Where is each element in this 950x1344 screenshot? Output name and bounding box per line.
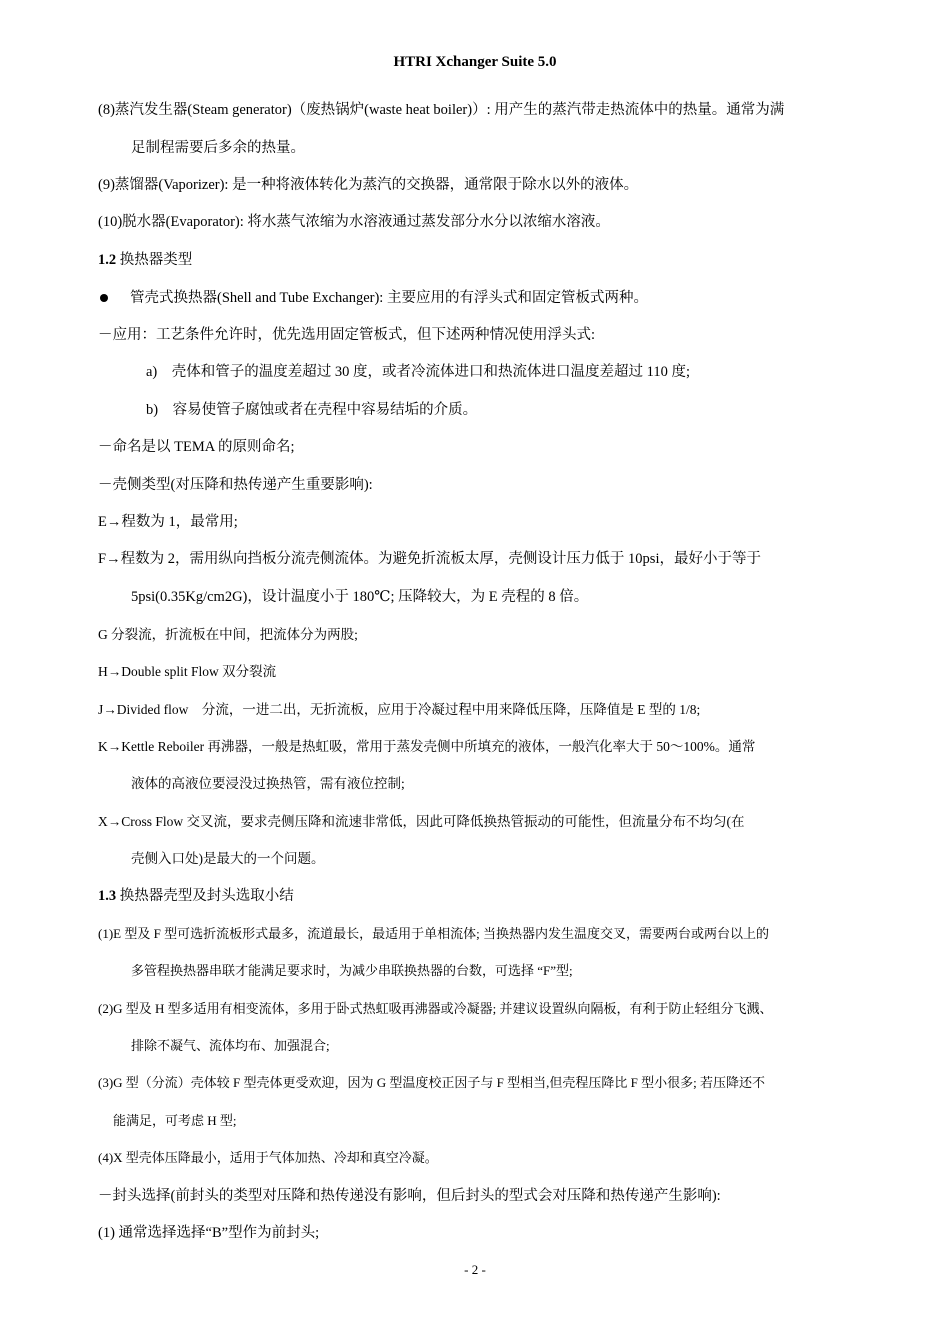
text-line: G 分裂流，折流板在中间，把流体分为两股; [98, 627, 358, 642]
bullet-text: 管壳式换热器(Shell and Tube Exchanger): 主要应用的有浮头式和固定管板式两种。 [130, 290, 648, 306]
section-number: 1.3 [98, 888, 117, 904]
text-line: 壳侧入口处)是最大的一个问题。 [131, 851, 325, 866]
text-line: E→程数为 1，最常用; [98, 514, 238, 530]
bullet-item [100, 288, 950, 308]
text-line: (2)G 型及 H 型多适用有相变流体，多用于卧式热虹吸再沸器或冷凝器; 并建议设置纵向隔板，有利于防止轻组分飞溅、 [98, 1001, 773, 1016]
text-line: (10)脱水器(Evaporator): 将水蒸气浓缩为水溶液通过蒸发部分水分以浓缩水溶液。 [98, 214, 610, 230]
text-line: K→Kettle Reboiler 再沸器，一般是热虹吸，常用于蒸发壳侧中所填充的液体，一般汽化率大于 50～100%。通常 [98, 739, 756, 754]
text-line: (9)蒸馏器(Vaporizer): 是一种将液体转化为蒸汽的交换器，通常限于除水以外的液体。 [98, 177, 639, 193]
text-line: (4)X 型壳体压降最小，适用于气体加热、冷却和真空冷凝。 [98, 1150, 438, 1165]
text-line: －应用：工艺条件允许时，优先选用固定管板式，但下述两种情况使用浮头式: [98, 327, 596, 343]
page-number: - 2 - [464, 1262, 486, 1277]
text-line: F→程数为 2，需用纵向挡板分流壳侧流体。为避免折流板太厚，壳侧设计压力低于 10psi，最好小于等于 [98, 551, 761, 567]
section-title: 换热器类型 [116, 252, 193, 268]
list-item: b) 容易使管子腐蚀或者在壳程中容易结垢的介质。 [146, 402, 478, 418]
section-heading-1-2 [98, 250, 950, 270]
bullet-icon [100, 294, 108, 302]
text-line: 能满足，可考虑 H 型; [113, 1113, 237, 1128]
section-heading-1-3 [98, 886, 950, 906]
text-line: 液体的高液位要浸没过换热管，需有液位控制; [131, 776, 405, 791]
text-line: H→Double split Flow 双分裂流 [98, 664, 277, 679]
page-header-title: HTRI Xchanger Suite 5.0 [393, 54, 557, 70]
text-line: 足制程需要后多余的热量。 [131, 140, 305, 156]
section-title: 换热器壳型及封头选取小结 [116, 888, 294, 904]
text-line: －壳侧类型(对压降和热传递产生重要影响): [98, 477, 373, 493]
text-line: J→Divided flow 分流，一进二出，无折流板，应用于冷凝过程中用来降低压降，压降值是 E 型的 1/8; [98, 702, 701, 717]
text-line: 排除不凝气、流体均布、加强混合; [131, 1038, 330, 1053]
text-line: －命名是以 TEMA 的原则命名; [98, 439, 295, 455]
text-line: －封头选择(前封头的类型对压降和热传递没有影响，但后封头的型式会对压降和热传递产生影响): [98, 1188, 721, 1204]
text-line: X→Cross Flow 交叉流，要求壳侧压降和流速非常低，因此可降低换热管振动的可能性，但流量分布不均匀(在 [98, 814, 745, 829]
text-line: (1)E 型及 F 型可选折流板形式最多，流道最长，最适用于单相流体; 当换热器内发生温度交叉，需要两台或两台以上的 [98, 926, 769, 941]
text-line: (1) 通常选择选择“B”型作为前封头; [98, 1225, 320, 1241]
text-line: (3)G 型（分流）壳体较 F 型壳体更受欢迎，因为 G 型温度校正因子与 F 型相当,但壳程压降比 F 型小很多; 若压降还不 [98, 1075, 765, 1090]
text-line: (8)蒸汽发生器(Steam generator)（废热锅炉(waste heat boiler)）: 用产生的蒸汽带走热流体中的热量。通常为满 [98, 102, 785, 118]
text-line: 多管程换热器串联才能满足要求时，为减少串联换热器的台数，可选择 “F”型; [131, 963, 573, 978]
section-number: 1.2 [98, 252, 117, 268]
list-item: a) 壳体和管子的温度差超过 30 度，或者冷流体进口和热流体进口温度差超过 110 度; [146, 364, 691, 380]
text-line: 5psi(0.35Kg/cm2G)，设计温度小于 180℃; 压降较大，为 E 壳程的 8 倍。 [131, 589, 589, 605]
